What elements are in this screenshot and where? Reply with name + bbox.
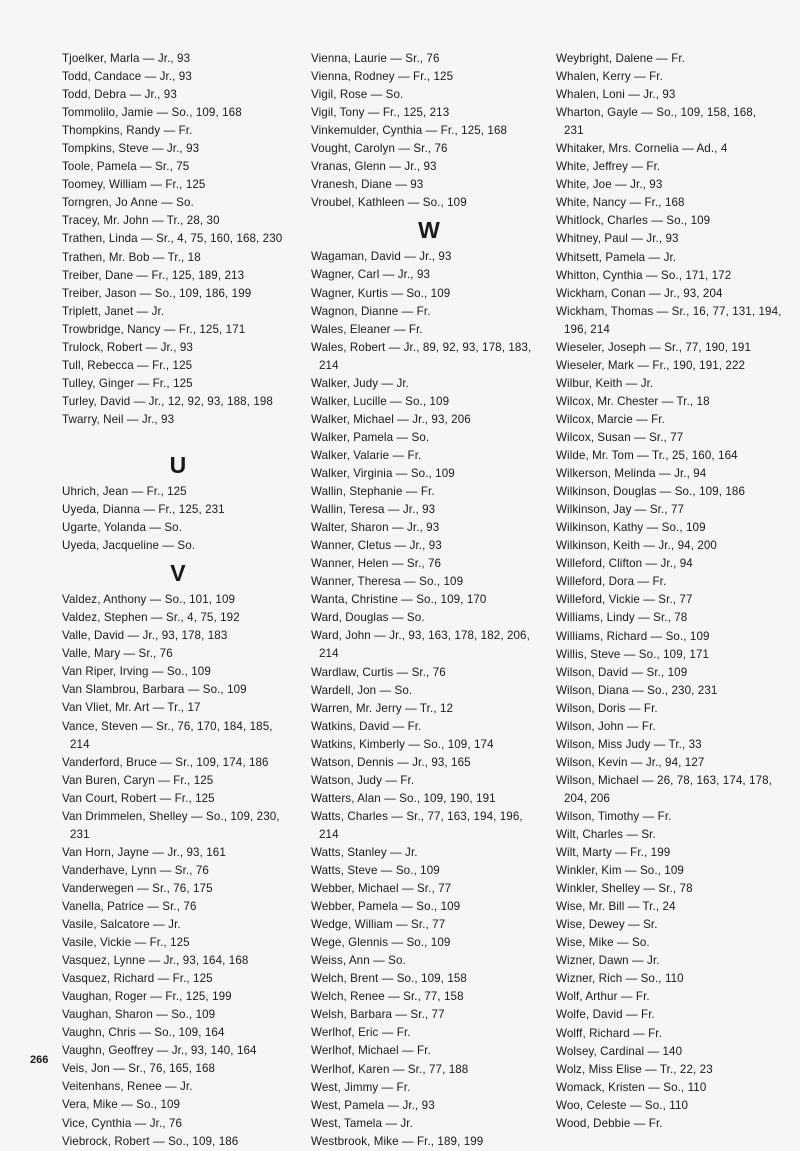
index-entry: West, Pamela — Jr., 93 [311, 1098, 435, 1112]
index-entry: Uhrich, Jean — Fr., 125 [62, 484, 187, 498]
index-entry: Wolf, Arthur — Fr. [556, 990, 650, 1004]
index-entry: Turley, David — Jr., 12, 92, 93, 188, 198 [62, 394, 273, 408]
index-entry: Tjoelker, Marla — Jr., 93 [62, 52, 191, 65]
index-entry: Veis, Jon — Sr., 76, 165, 168 [62, 1062, 216, 1076]
index-entry: Wilcox, Susan — Sr., 77 [556, 430, 684, 444]
letter-heading: U [169, 451, 187, 478]
index-entry: Watson, Judy — Fr. [311, 773, 415, 787]
index-entry: Wizner, Dawn — Jr. [556, 954, 660, 968]
index-entry: Whitlock, Charles — So., 109 [556, 214, 711, 228]
index-entry-continuation: 231 [70, 827, 90, 841]
index-entry: Warren, Mr. Jerry — Tr., 12 [311, 701, 454, 715]
index-entry: Williams, Lindy — Sr., 78 [556, 611, 688, 625]
index-entry: Wardlaw, Curtis — Sr., 76 [311, 665, 446, 679]
index-entry: Tommolilo, Jamie — So., 109, 168 [62, 106, 242, 120]
index-entry: Webber, Michael — Sr., 77 [311, 882, 452, 896]
index-entry: Whalen, Kerry — Fr. [556, 70, 663, 84]
index-entry: Vasile, Salcatore — Jr. [62, 918, 181, 932]
index-entry: West, Tamela — Jr. [311, 1116, 413, 1130]
index-entry: Wanner, Helen — Sr., 76 [311, 557, 442, 571]
index-entry: Wolsey, Cardinal — 140 [556, 1044, 683, 1058]
index-entry: Wilson, Michael — 26, 78, 163, 174, 178, [556, 773, 773, 787]
index-entry: Wilt, Charles — Sr. [556, 828, 656, 842]
index-entry: Valdez, Anthony — So., 101, 109 [62, 593, 236, 607]
index-entry: Vaughan, Sharon — So., 109 [62, 1008, 216, 1022]
index-entry: Westbrook, Mike — Fr., 189, 199 [311, 1134, 484, 1148]
index-entry: Williams, Richard — So., 109 [556, 629, 710, 643]
index-entry: Watkins, David — Fr. [311, 719, 422, 733]
index-entry: Wood, Debbie — Fr. [556, 1116, 663, 1130]
index-entry: Toomey, William — Fr., 125 [62, 178, 206, 192]
index-entry: Walker, Pamela — So. [311, 430, 430, 444]
section-spacer [62, 429, 294, 447]
index-entry: Wagner, Kurtis — So., 109 [311, 286, 451, 300]
index-entry: Ward, Douglas — So. [311, 611, 425, 625]
index-entry: Willis, Steve — So., 109, 171 [556, 647, 710, 661]
index-entry: Van Buren, Caryn — Fr., 125 [62, 773, 214, 787]
index-entry: Trathen, Mr. Bob — Tr., 18 [62, 250, 201, 264]
index-entry: Vanderhave, Lynn — Sr., 76 [62, 863, 209, 877]
index-entry: Webber, Pamela — So., 109 [311, 900, 461, 914]
index-entry: Toole, Pamela — Sr., 75 [62, 160, 190, 174]
index-entry: Wilson, David — Sr., 109 [556, 665, 688, 679]
index-entry: Wise, Mike — So. [556, 936, 650, 950]
index-entry: Wilcox, Marcie — Fr. [556, 412, 665, 426]
index-entry: Van Drimmelen, Shelley — So., 109, 230, [62, 809, 280, 823]
index-entry: Wagner, Carl — Jr., 93 [311, 268, 431, 282]
index-column-3 [556, 50, 796, 1133]
index-entry: Wolff, Richard — Fr. [556, 1026, 662, 1040]
index-entry: Van Riper, Irving — So., 109 [62, 665, 211, 679]
index-entry: Wieseler, Joseph — Sr., 77, 190, 191 [556, 340, 752, 354]
index-entry: Whitton, Cynthia — So., 171, 172 [556, 268, 732, 282]
index-column-2 [311, 50, 547, 1151]
index-entry: Twarry, Neil — Jr., 93 [62, 412, 175, 426]
page-number: 266 [30, 1054, 49, 1066]
index-entry: Trathen, Linda — Sr., 4, 75, 160, 168, 230 [62, 232, 283, 246]
index-entry: Vaughn, Geoffrey — Jr., 93, 140, 164 [62, 1044, 257, 1058]
index-entry: Weiss, Ann — So. [311, 954, 406, 968]
index-entry: Wilkinson, Douglas — So., 109, 186 [556, 485, 745, 499]
index-entry: Van Court, Robert — Fr., 125 [62, 791, 215, 805]
index-entry: Trulock, Robert — Jr., 93 [62, 340, 193, 354]
index-entry: Torngren, Jo Anne — So. [62, 196, 194, 210]
index-entry: Todd, Debra — Jr., 93 [62, 88, 177, 102]
index-entry: West, Jimmy — Fr. [311, 1080, 411, 1094]
index-entry: Woo, Celeste — So., 110 [556, 1098, 689, 1112]
index-entry: Werlhof, Karen — Sr., 77, 188 [311, 1062, 469, 1076]
index-entry-continuation: 231 [564, 124, 584, 138]
index-entry: Watters, Alan — So., 109, 190, 191 [311, 791, 496, 805]
index-entry: Vienna, Laurie — Sr., 76 [311, 52, 440, 65]
index-entry: Vaughan, Roger — Fr., 125, 199 [62, 990, 232, 1004]
index-entry: Walter, Sharon — Jr., 93 [311, 521, 440, 535]
index-entry: Vanderford, Bruce — Sr., 109, 174, 186 [62, 755, 269, 769]
index-entry: Vasile, Vickie — Fr., 125 [62, 936, 190, 950]
index-entry-continuation: 214 [319, 827, 339, 841]
index-entry: Treiber, Dane — Fr., 125, 189, 213 [62, 268, 245, 282]
index-entry-continuation: 196, 214 [564, 322, 610, 336]
index-entry: Wilde, Mr. Tom — Tr., 25, 160, 164 [556, 449, 738, 463]
index-entry: Walker, Lucille — So., 109 [311, 394, 450, 408]
index-entry: Wolfe, David — Fr. [556, 1008, 655, 1022]
index-entry: Vienna, Rodney — Fr., 125 [311, 70, 454, 84]
index-entry: White, Joe — Jr., 93 [556, 178, 663, 192]
index-entry: Wilson, Doris — Fr. [556, 701, 658, 715]
index-entry: Wanner, Theresa — So., 109 [311, 575, 464, 589]
index-entry: Whitney, Paul — Jr., 93 [556, 232, 679, 246]
index-entry: Todd, Candace — Jr., 93 [62, 70, 192, 84]
index-entry: White, Jeffrey — Fr. [556, 160, 661, 174]
index-entry: Vranesh, Diane — 93 [311, 178, 424, 192]
index-entry: Ugarte, Yolanda — So. [62, 521, 183, 535]
index-entry: Wagnon, Dianne — Fr. [311, 304, 431, 318]
index-entry: Wise, Dewey — Sr. [556, 918, 658, 932]
letter-heading: V [170, 560, 186, 587]
index-entry: Thompkins, Randy — Fr. [62, 124, 193, 138]
index-entry: Wilt, Marty — Fr., 199 [556, 846, 671, 860]
index-entry: Weybright, Dalene — Fr. [556, 52, 686, 65]
index-entry: Wagaman, David — Jr., 93 [311, 250, 452, 264]
index-entry: Willeford, Clifton — Jr., 94 [556, 557, 693, 571]
index-entry: Vance, Steven — Sr., 76, 170, 184, 185, [62, 719, 273, 733]
index-entry: Tull, Rebecca — Fr., 125 [62, 358, 193, 372]
index-entry: Welch, Brent — So., 109, 158 [311, 972, 467, 986]
index-entry: Valle, Mary — Sr., 76 [62, 647, 173, 661]
index-entry: Werlhof, Michael — Fr. [311, 1044, 431, 1058]
index-entry: Uyeda, Jacqueline — So. [62, 539, 196, 553]
index-entry: Wilbur, Keith — Jr. [556, 376, 654, 390]
index-entry: Vigil, Rose — So. [311, 88, 404, 102]
index-entry: Wales, Eleaner — Fr. [311, 322, 423, 336]
index-entry: Vaughn, Chris — So., 109, 164 [62, 1026, 225, 1040]
index-entry: Willeford, Dora — Fr. [556, 575, 667, 589]
index-entry: Watts, Stanley — Jr. [311, 845, 418, 859]
index-entry: Wanner, Cletus — Jr., 93 [311, 539, 442, 553]
index-entry: Watts, Charles — Sr., 77, 163, 194, 196, [311, 809, 523, 823]
index-entry: Wilson, Kevin — Jr., 94, 127 [556, 755, 705, 769]
index-entry: Walker, Judy — Jr. [311, 376, 410, 390]
index-entry: Valle, David — Jr., 93, 178, 183 [62, 629, 228, 643]
index-entry: Wales, Robert — Jr., 89, 92, 93, 178, 183, [311, 340, 532, 354]
index-entry: Wickham, Thomas — Sr., 16, 77, 131, 194, [556, 304, 782, 318]
index-entry: Van Vliet, Mr. Art — Tr., 17 [62, 701, 201, 715]
index-entry: White, Nancy — Fr., 168 [556, 196, 685, 210]
index-entry: Vice, Cynthia — Jr., 76 [62, 1116, 183, 1130]
index-entry: Trowbridge, Nancy — Fr., 125, 171 [62, 322, 246, 336]
index-entry: Walker, Michael — Jr., 93, 206 [311, 412, 471, 426]
index-entry: Ward, John — Jr., 93, 163, 178, 182, 206, [311, 629, 530, 643]
index-entry: Wedge, William — Sr., 77 [311, 918, 446, 932]
index-entry: Whalen, Loni — Jr., 93 [556, 88, 676, 102]
index-entry-continuation: 214 [319, 358, 339, 372]
index-entry: Vranas, Glenn — Jr., 93 [311, 160, 437, 174]
index-entry: Wilson, Diana — So., 230, 231 [556, 683, 718, 697]
index-entry: Wise, Mr. Bill — Tr., 24 [556, 900, 676, 914]
index-entry: Vasquez, Richard — Fr., 125 [62, 972, 213, 986]
index-entry: Wallin, Teresa — Jr., 93 [311, 503, 436, 517]
index-entry: Wilkinson, Jay — Sr., 77 [556, 503, 685, 517]
index-entry: Wanta, Christine — So., 109, 170 [311, 593, 487, 607]
index-entry: Wilkinson, Keith — Jr., 94, 200 [556, 539, 717, 553]
index-entry: Tompkins, Steve — Jr., 93 [62, 142, 200, 156]
index-entry: Vanella, Patrice — Sr., 76 [62, 899, 197, 913]
index-entry: Vasquez, Lynne — Jr., 93, 164, 168 [62, 954, 249, 968]
index-entry: Whitsett, Pamela — Jr. [556, 250, 677, 264]
index-entry: Werlhof, Eric — Fr. [311, 1026, 411, 1040]
index-entry: Welch, Renee — Sr., 77, 158 [311, 990, 464, 1004]
index-entry: Treiber, Jason — So., 109, 186, 199 [62, 286, 252, 300]
index-entry: Winkler, Kim — So., 109 [556, 864, 684, 878]
index-entry: Wilcox, Mr. Chester — Tr., 18 [556, 394, 710, 408]
index-entry: Wilkerson, Melinda — Jr., 94 [556, 467, 707, 481]
index-entry: Wharton, Gayle — So., 109, 158, 168, [556, 106, 757, 120]
index-entry: Vought, Carolyn — Sr., 76 [311, 142, 448, 156]
index-entry: Womack, Kristen — So., 110 [556, 1080, 707, 1094]
index-entry: Wege, Glennis — So., 109 [311, 936, 451, 950]
index-entry-continuation: 204, 206 [564, 791, 610, 805]
index-entry: Wilson, Timothy — Fr. [556, 809, 672, 823]
index-entry: Vinkemulder, Cynthia — Fr., 125, 168 [311, 124, 508, 138]
index-entry: Welsh, Barbara — Sr., 77 [311, 1008, 445, 1022]
index-entry-continuation: 214 [70, 737, 90, 751]
index-column-1 [62, 50, 294, 1151]
index-entry: Wilson, Miss Judy — Tr., 33 [556, 737, 702, 751]
index-entry: Wardell, Jon — So. [311, 683, 413, 697]
index-entry: Wilkinson, Kathy — So., 109 [556, 521, 706, 535]
index-entry: Wolz, Miss Elise — Tr., 22, 23 [556, 1062, 713, 1076]
index-entry: Valdez, Stephen — Sr., 4, 75, 192 [62, 611, 240, 625]
index-entry: Vigil, Tony — Fr., 125, 213 [311, 106, 450, 120]
index-entry: Vera, Mike — So., 109 [62, 1098, 181, 1112]
index-entry: Viebrock, Robert — So., 109, 186 [62, 1134, 239, 1148]
letter-heading: W [418, 217, 440, 244]
index-entry: Triplett, Janet — Jr. [62, 304, 165, 318]
index-entry: Wickham, Conan — Jr., 93, 204 [556, 286, 723, 300]
index-entry-continuation: 214 [319, 647, 339, 661]
index-entry: Uyeda, Dianna — Fr., 125, 231 [62, 503, 225, 517]
index-entry: Whitaker, Mrs. Cornelia — Ad., 4 [556, 142, 728, 156]
index-entry: Watson, Dennis — Jr., 93, 165 [311, 755, 471, 769]
index-entry: Van Horn, Jayne — Jr., 93, 161 [62, 845, 226, 859]
index-entry: Tracey, Mr. John — Tr., 28, 30 [62, 214, 220, 228]
index-entry: Wallin, Stephanie — Fr. [311, 485, 435, 499]
index-entry: Watts, Steve — So., 109 [311, 864, 440, 878]
index-entry: Walker, Valarie — Fr. [311, 448, 422, 462]
index-entry: Walker, Virginia — So., 109 [311, 466, 455, 480]
index-entry: Winkler, Shelley — Sr., 78 [556, 882, 693, 896]
index-entry: Vanderwegen — Sr., 76, 175 [62, 881, 213, 895]
index-entry: Tulley, Ginger — Fr., 125 [62, 376, 193, 390]
index-entry: Vroubel, Kathleen — So., 109 [311, 196, 467, 210]
index-entry: Wieseler, Mark — Fr., 190, 191, 222 [556, 358, 746, 372]
index-entry: Wilson, John — Fr. [556, 719, 656, 733]
index-entry: Watkins, Kimberly — So., 109, 174 [311, 737, 494, 751]
index-entry: Willeford, Vickie — Sr., 77 [556, 593, 693, 607]
index-entry: Wizner, Rich — So., 110 [556, 972, 684, 986]
index-entry: Van Slambrou, Barbara — So., 109 [62, 683, 247, 697]
index-entry: Veitenhans, Renee — Jr. [62, 1080, 193, 1094]
